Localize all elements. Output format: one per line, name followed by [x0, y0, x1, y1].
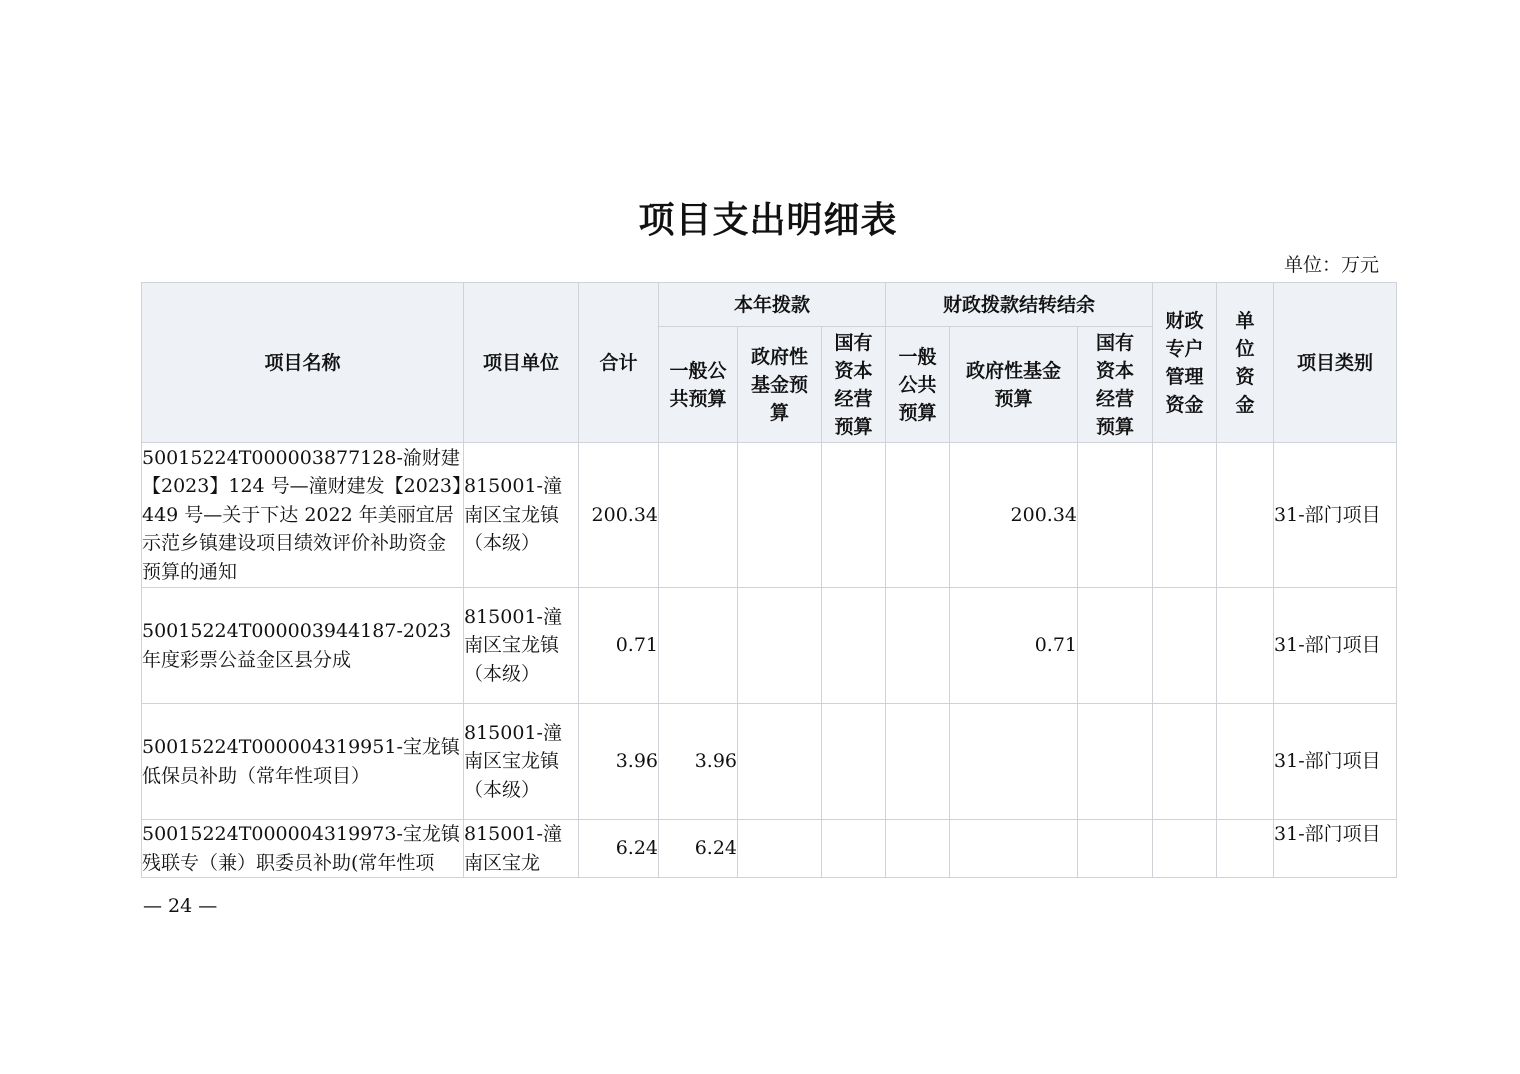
cell-general-public: 3.96: [659, 704, 738, 820]
header-gov-fund: 政府性基金预算: [738, 327, 822, 443]
header-project-name: 项目名称: [142, 283, 464, 443]
cell-total: 0.71: [579, 588, 659, 704]
cell-state-capital: [822, 820, 886, 878]
cell-project-unit: [464, 820, 579, 878]
cell-carry-general-public: [886, 704, 950, 820]
cell-total: 6.24: [579, 820, 659, 878]
cell-project-category: 31-部门项目: [1274, 820, 1397, 878]
cell-carry-state-capital: [1078, 588, 1153, 704]
table-row: [142, 820, 1397, 878]
header-state-capital: 国有资本经营预算: [822, 327, 886, 443]
cell-carry-general-public: [886, 443, 950, 588]
cell-project-category: 31-部门项目: [1274, 704, 1397, 820]
cell-gov-fund: [738, 704, 822, 820]
cell-special-account: [1153, 820, 1217, 878]
cell-project-unit: 815001-潼南区宝龙镇（本级）: [464, 704, 579, 820]
unit-label: 单位：万元: [1284, 254, 1380, 276]
cell-unit-funds: [1217, 588, 1274, 704]
cell-state-capital: [822, 443, 886, 588]
cell-general-public: [659, 588, 738, 704]
header-unit-funds: 单位资金: [1217, 283, 1274, 443]
header-general-public: 一般公共预算: [659, 327, 738, 443]
cell-carry-general-public: [886, 588, 950, 704]
cell-project-name-text: 50015224T000004319973-宝龙镇残联专（兼）职委员补助(常年性项: [142, 823, 460, 874]
header-total: 合计: [579, 283, 659, 443]
cell-gov-fund: [738, 588, 822, 704]
header-carryover-group: 财政拨款结转结余: [886, 283, 1153, 327]
page-title: 项目支出明细表: [638, 199, 898, 241]
header-project-unit: 项目单位: [464, 283, 579, 443]
cell-unit-funds: [1217, 443, 1274, 588]
cell-carry-state-capital: [1078, 820, 1153, 878]
cell-project-name: 50015224T000004319951-宝龙镇低保员补助（常年性项目）: [142, 704, 464, 820]
cell-carry-gov-fund: 0.71: [950, 588, 1078, 704]
cell-project-unit-text: 815001-潼南区宝龙: [464, 823, 562, 874]
cell-total: 3.96: [579, 704, 659, 820]
cell-project-name: 50015224T000003944187-2023 年度彩票公益金区县分成: [142, 588, 464, 704]
header-project-category: 项目类别: [1274, 283, 1397, 443]
cell-general-public: 6.24: [659, 820, 738, 878]
cell-project-category: 31-部门项目: [1274, 443, 1397, 588]
header-carry-state-capital: 国有资本经营预算: [1078, 327, 1153, 443]
cell-carry-gov-fund: 200.34: [950, 443, 1078, 588]
cell-project-unit: 815001-潼南区宝龙镇（本级）: [464, 588, 579, 704]
cell-general-public: [659, 443, 738, 588]
project-expenditure-table: [141, 282, 1397, 878]
cell-total: 200.34: [579, 443, 659, 588]
cell-project-name: [142, 820, 464, 878]
cell-gov-fund: [738, 820, 822, 878]
cell-unit-funds: [1217, 704, 1274, 820]
cell-carry-state-capital: [1078, 704, 1153, 820]
cell-project-category: 31-部门项目: [1274, 588, 1397, 704]
cell-special-account: [1153, 443, 1217, 588]
table-row: [142, 443, 1397, 588]
header-current-year-group: 本年拨款: [659, 283, 886, 327]
cell-project-unit: 815001-潼南区宝龙镇（本级）: [464, 443, 579, 588]
cell-state-capital: [822, 588, 886, 704]
header-carry-general-public: 一般公共预算: [886, 327, 950, 443]
cell-project-name: 50015224T000003877128-渝财建【2023】124 号—潼财建发【2023】449 号—关于下达 2022 年美丽宜居示范乡镇建设项目绩效评价补助资金预算的通知: [142, 443, 464, 588]
cell-special-account: [1153, 704, 1217, 820]
cell-carry-state-capital: [1078, 443, 1153, 588]
cell-state-capital: [822, 704, 886, 820]
header-carry-gov-fund: 政府性基金预算: [950, 327, 1078, 443]
table-row: [142, 588, 1397, 704]
header-special-account: 财政专户管理资金: [1153, 283, 1217, 443]
cell-unit-funds: [1217, 820, 1274, 878]
page-number: — 24 —: [143, 895, 218, 917]
cell-carry-gov-fund: [950, 820, 1078, 878]
cell-carry-general-public: [886, 820, 950, 878]
cell-gov-fund: [738, 443, 822, 588]
cell-carry-gov-fund: [950, 704, 1078, 820]
table-row: [142, 704, 1397, 820]
cell-special-account: [1153, 588, 1217, 704]
